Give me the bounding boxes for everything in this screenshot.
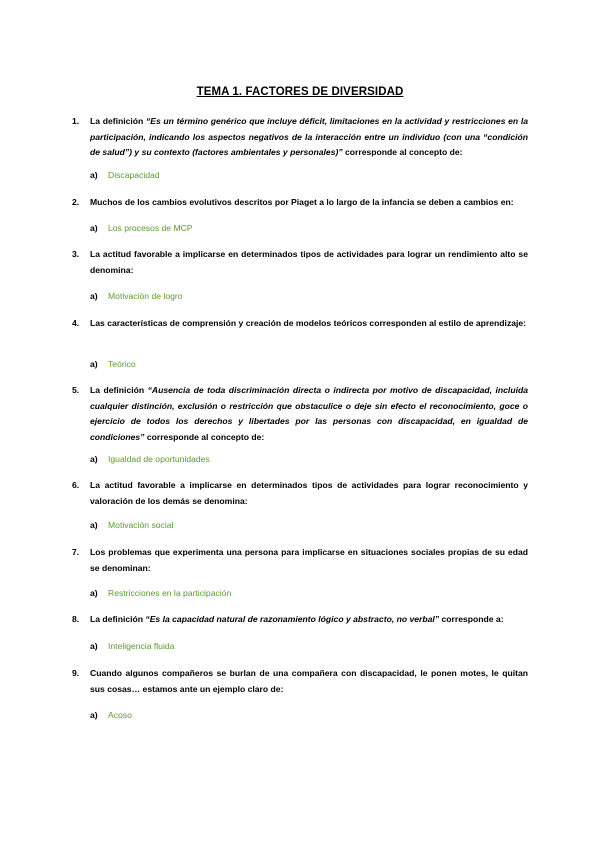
question-text: La definición “Ausencia de toda discriminación directa o indirecta por motivo de discapacidad, incluida cualquier distinción, exclusión o restricción que obstaculice o deje sin efecto el reconocimiento, goce o ejercicio de todos los derechos y libertades por las personas con discapacidad, en igualdad de condiciones” corresponde al concepto de: (90, 385, 528, 442)
quoted-definition: “Es un término genérico que incluye déficit, limitaciones en la actividad y restricciones en la participación, indicando los aspectos negativos de la interacción entre un individuo (con una “condición de salud”) y su contexto (factores ambientales y personales)” (90, 116, 528, 157)
question-text: Los problemas que experimenta una persona para implicarse en situaciones sociales propias de su edad se denominan: (90, 547, 528, 573)
answer-letter: a) (90, 359, 98, 369)
answer-letter: a) (90, 291, 98, 301)
question-8 (72, 612, 528, 628)
answer-letter: a) (90, 170, 98, 180)
answer-letter: a) (90, 223, 98, 233)
question-text: La actitud favorable a implicarse en determinados tipos de actividades para lograr reconocimiento y valoración de los demás se denomina: (90, 480, 528, 506)
answer-9 (90, 709, 132, 721)
question-9 (72, 666, 528, 697)
question-text: La definición “Es la capacidad natural de razonamiento lógico y abstracto, no verbal” corresponde a: (90, 614, 504, 624)
question-text: Muchos de los cambios evolutivos descritos por Piaget a lo largo de la infancia se deben a cambios en: (90, 197, 514, 207)
answer-text: Igualdad de oportunidades (108, 454, 210, 464)
page-title: TEMA 1. FACTORES DE DIVERSIDAD (196, 86, 404, 98)
question-number: 5. (72, 385, 80, 395)
answer-text: Los procesos de MCP (108, 223, 193, 233)
quoted-definition: “Ausencia de toda discriminación directa o indirecta por motivo de discapacidad, incluida cualquier distinción, exclusión o restricción que obstaculice o deje sin efecto el reconocimiento, goce o ejercicio de todos los derechos y libertades por las personas con discapacidad, en igualdad de condiciones” (90, 385, 528, 442)
question-2 (72, 195, 528, 211)
answer-8 (90, 640, 174, 652)
question-number: 4. (72, 318, 80, 328)
question-text: Cuando algunos compañeros se burlan de una compañera con discapacidad, le ponen motes, le quitan sus cosas… estamos ante un ejemplo claro de: (90, 668, 528, 694)
answer-7 (90, 587, 231, 599)
answer-5 (90, 453, 210, 465)
answer-4 (90, 358, 136, 370)
question-1 (72, 114, 528, 161)
answer-letter: a) (90, 588, 98, 598)
answer-6 (90, 519, 173, 531)
answer-letter: a) (90, 710, 98, 720)
question-number: 3. (72, 249, 80, 259)
answer-3 (90, 290, 183, 302)
answer-text: Restricciones en la participación (108, 588, 232, 598)
answer-text: Teórico (108, 359, 136, 369)
answer-text: Discapacidad (108, 170, 160, 180)
answer-letter: a) (90, 454, 98, 464)
question-text: La definición “Es un término genérico que incluye déficit, limitaciones en la actividad y restricciones en la participación, indicando los aspectos negativos de la interacción entre un individuo (con una “condición de salud”) y su contexto (factores ambientales y personales)” corresponde al concepto de: (90, 116, 528, 157)
answer-text: Motivación de logro (108, 291, 183, 301)
answer-letter: a) (90, 641, 98, 651)
question-5 (72, 383, 528, 445)
answer-letter: a) (90, 520, 98, 530)
answer-text: Inteligencia fluida (108, 641, 175, 651)
question-3 (72, 247, 528, 278)
answer-2 (90, 222, 193, 234)
question-text: Las características de comprensión y creación de modelos teóricos corresponden al estilo de aprendizaje: (90, 318, 527, 328)
question-4 (72, 316, 528, 332)
answer-text: Motivación social (108, 520, 174, 530)
quoted-definition: “Es la capacidad natural de razonamiento lógico y abstracto, no verbal” (145, 614, 440, 624)
question-7 (72, 545, 528, 576)
question-number: 2. (72, 197, 80, 207)
question-number: 7. (72, 547, 80, 557)
answer-1 (90, 169, 160, 181)
question-number: 9. (72, 668, 80, 678)
question-number: 8. (72, 614, 80, 624)
answer-text: Acoso (108, 710, 132, 720)
question-6 (72, 478, 528, 509)
question-text: La actitud favorable a implicarse en determinados tipos de actividades para lograr un rendimiento alto se denomina: (90, 249, 528, 275)
question-number: 1. (72, 116, 80, 126)
question-number: 6. (72, 480, 80, 490)
